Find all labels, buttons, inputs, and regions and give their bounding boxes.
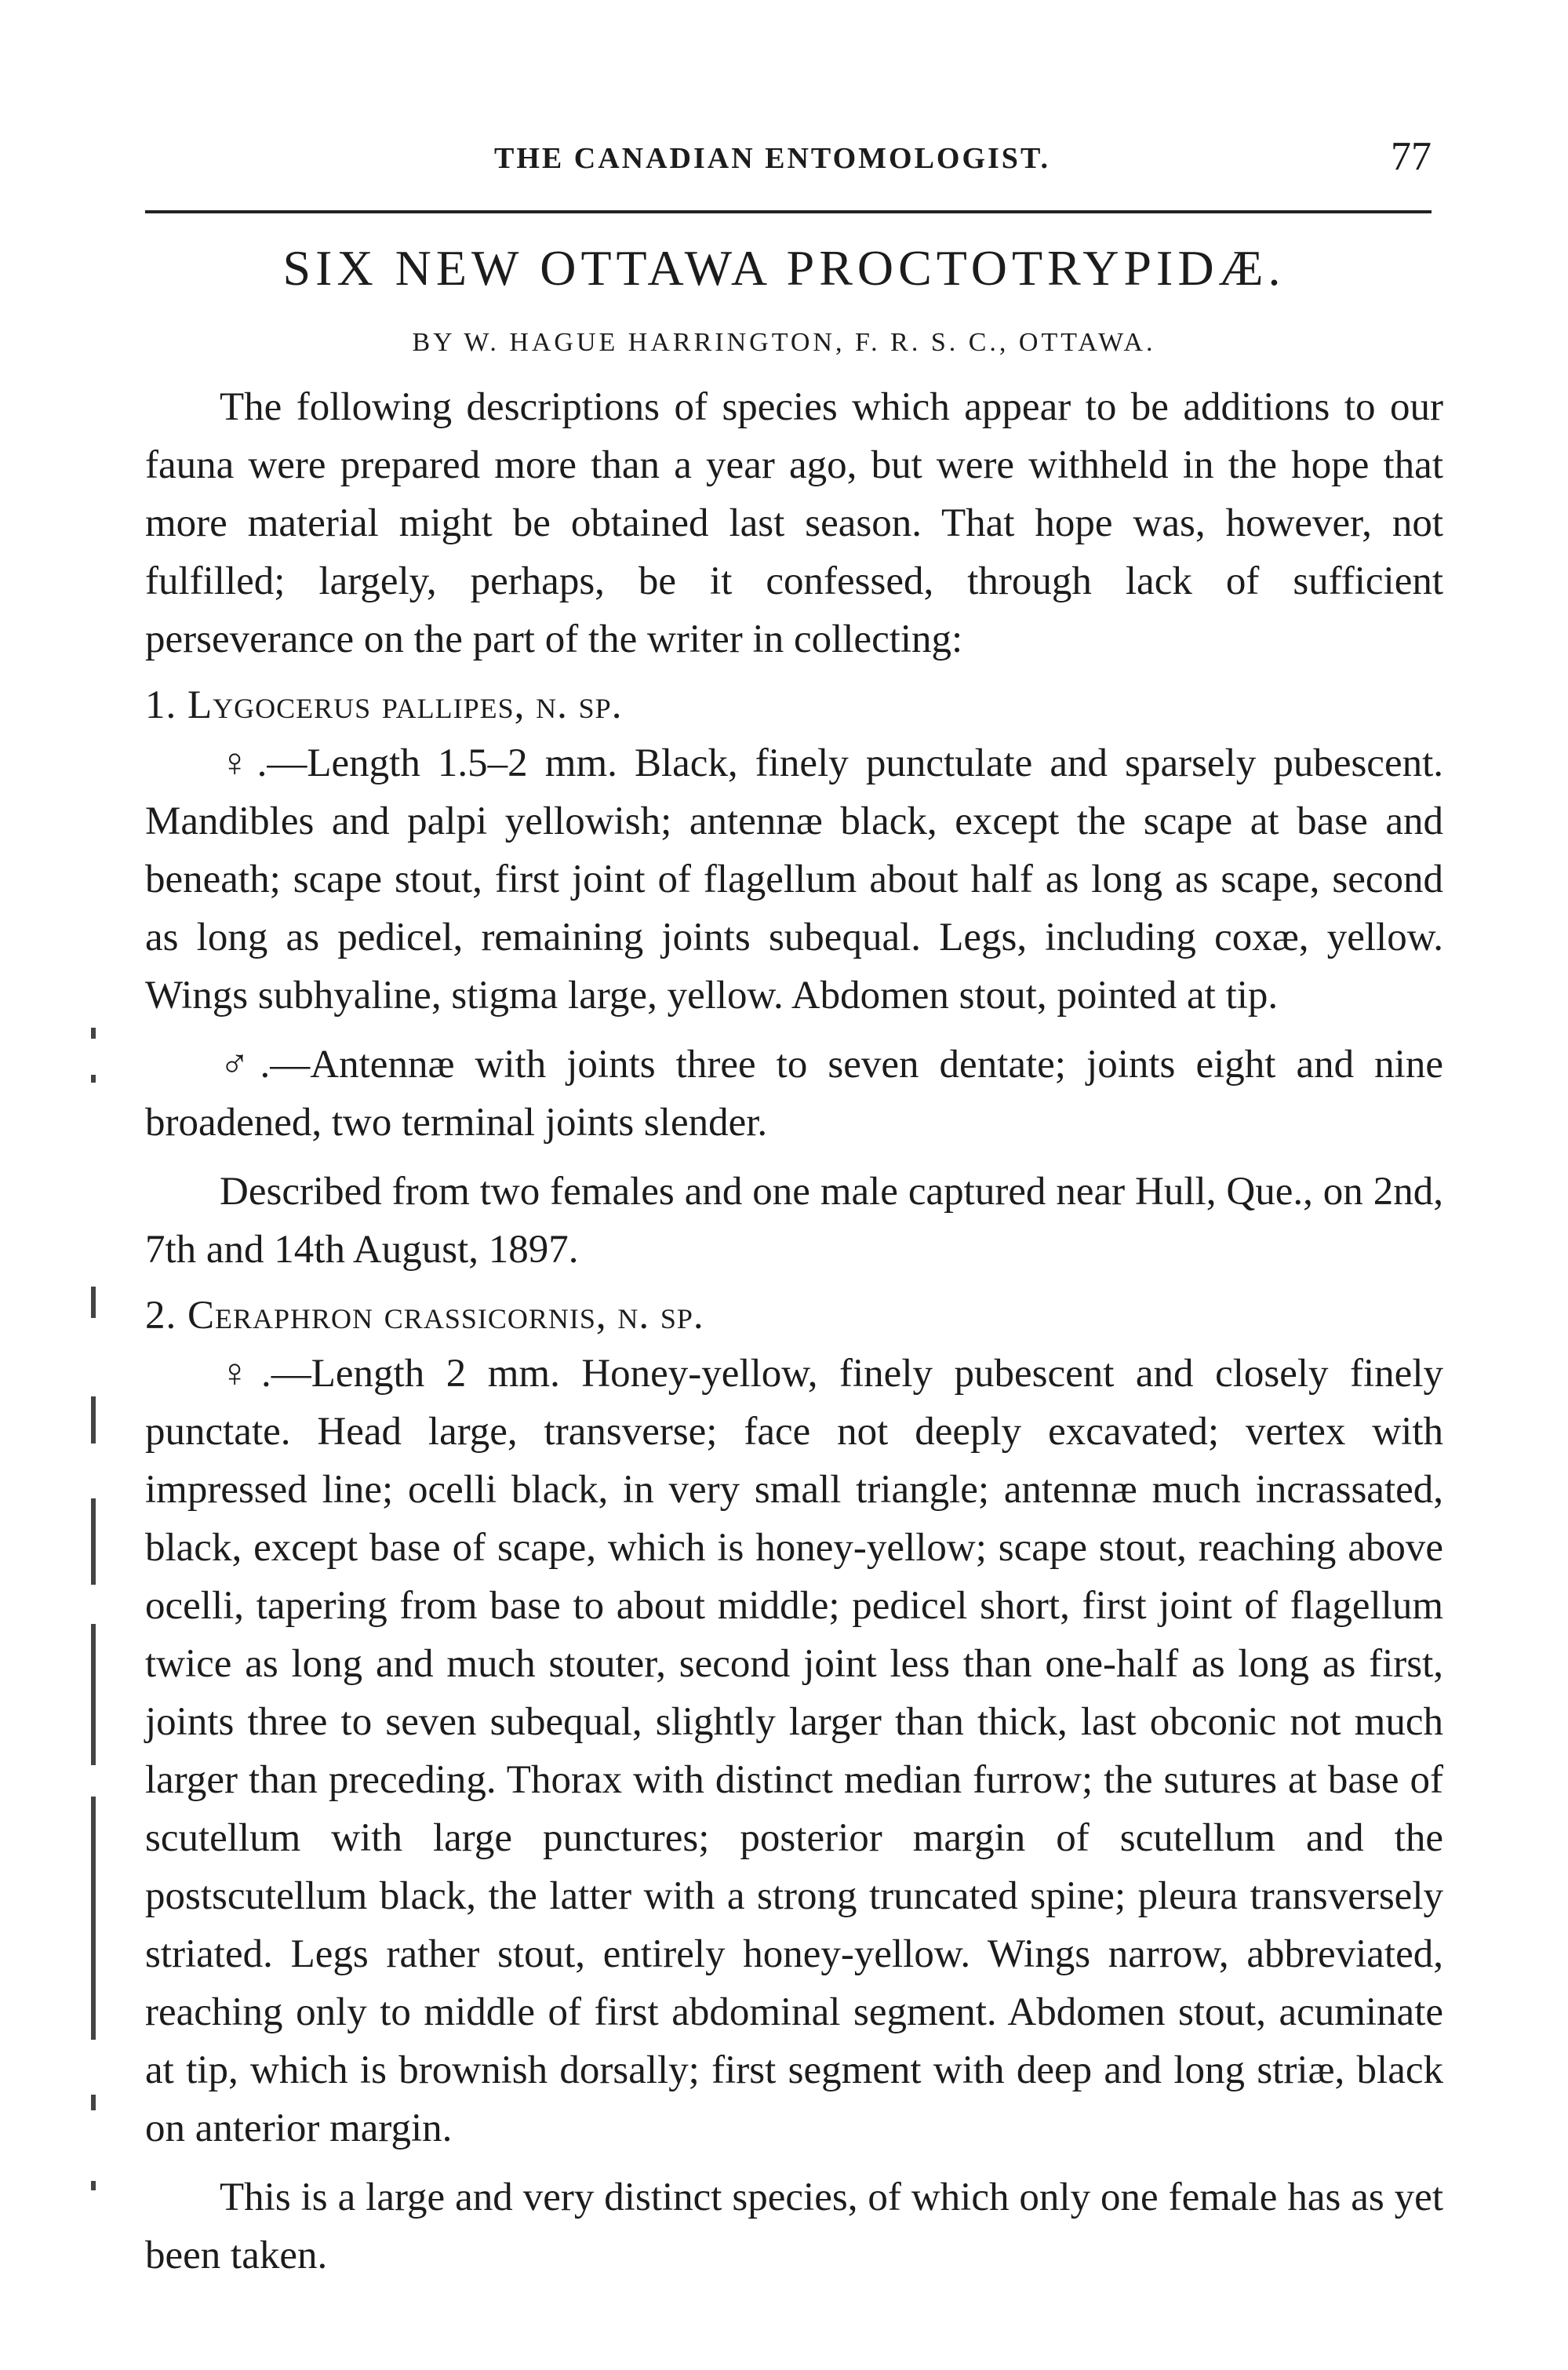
female-description: ♀.—Length 1.5–2 mm. Black, finely punctulate and sparsely pubescent. Mandibles and palpi yellowish; antennæ black, except the scape at base and beneath; scape stout, first joint of flagellum about half as long as scape, second as long as pedicel, remaining joints subequal. Legs, including coxæ, yellow. Wings subhyaline, stigma large, yellow. Abdomen stout, pointed at tip.	[145, 741, 1443, 1018]
article-body	[145, 378, 1443, 2284]
article-title: SIX NEW OTTAWA PROCTOTRYPIDÆ.	[282, 240, 1286, 296]
female-description: ♀.—Length 2 mm. Honey-yellow, finely pubescent and closely finely punctate. Head large, transverse; face not deeply excavated; vertex with impressed line; ocelli black, in very small triangle; antennæ much incrassated, black, except base of scape, which is honey-yellow; scape stout, reaching above ocelli, tapering from base to about middle; pedicel short, first joint of flagellum twice as long and much stouter, second joint less than one-half as long as first, joints three to seven subequal, slightly larger than thick, last obconic not much larger than preceding. Thorax with distinct median furrow; the sutures at base of scutellum with large punctures; posterior margin of scutellum and the postscutellum black, the latter with a strong truncated spine; pleura transversely striated. Legs rather stout, entirely honey-yellow. Wings narrow, abbreviated, reaching only to middle of first abdominal segment. Abdomen stout, acuminate at tip, which is brownish dorsally; first segment with deep and long striæ, black on anterior margin.	[145, 1352, 1443, 2150]
collection-note: Described from two females and one male captured near Hull, Que., on 2nd, 7th and 14th August, 1897.	[145, 1170, 1443, 1272]
male-description: ♂.—Antennæ with joints three to seven dentate; joints eight and nine broadened, two terminal joints slender.	[145, 1043, 1443, 1145]
running-title: THE CANADIAN ENTOMOLOGIST.	[494, 142, 1050, 175]
closing-paragraph: This is a large and very distinct species, of which only one female has as yet been taken.	[145, 2175, 1443, 2277]
binding-edge-marks	[85, 1028, 108, 2299]
running-head	[145, 132, 1432, 195]
species-heading: 1. Lygocerus pallipes, n. sp.	[145, 683, 623, 727]
page-number: 77	[1391, 134, 1432, 179]
article-byline: BY W. HAGUE HARRINGTON, F. R. S. C., OTTAWA.	[412, 328, 1156, 357]
intro-paragraph: The following descriptions of species which appear to be additions to our fauna were prepared more than a year ago, but were withheld in the hope that more material might be obtained last season. That hope was, however, not fulfilled; largely, perhaps, be it confessed, through lack of sufficient perseverance on the part of the writer in collecting:	[145, 385, 1443, 661]
header-rule	[145, 210, 1432, 213]
species-heading: 2. Ceraphron crassicornis, n. sp.	[145, 1294, 704, 1338]
